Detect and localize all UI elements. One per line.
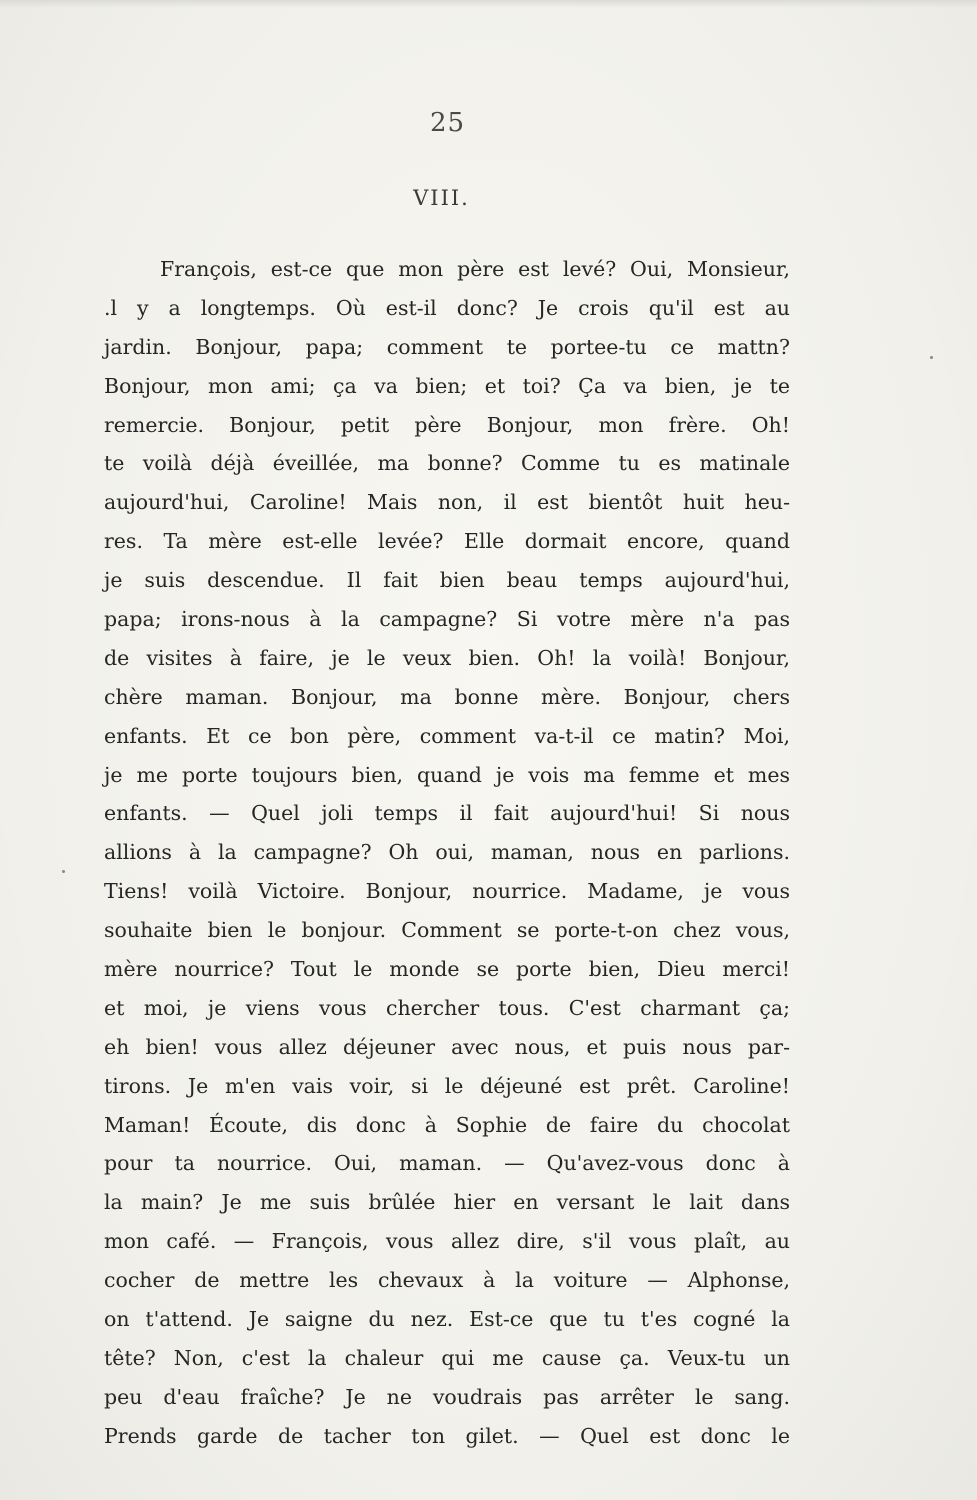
text-line: François, est-ce que mon père est levé? Oui, Monsieur, [160, 257, 790, 281]
text-line: mon café. — François, vous allez dire, s'il vous plaît, au [104, 1229, 790, 1254]
text-line: jardin. Bonjour, papa; comment te portee-tu ce mattn? [104, 334, 790, 359]
text-line: chère maman. Bonjour, ma bonne mère. Bonjour, chers [104, 684, 790, 709]
paper-speck [62, 870, 65, 873]
text-line: mère nourrice? Tout le monde se porte bien, Dieu merci! [104, 957, 790, 982]
text-line: Tiens! voilà Victoire. Bonjour, nourrice. Madame, je vous [104, 879, 790, 904]
text-line: enfants. — Quel joli temps il fait aujourd'hui! Si nous [104, 801, 790, 826]
page-top-edge [0, 0, 977, 8]
text-line: peu d'eau fraîche? Je ne voudrais pas arrêter le sang. [104, 1384, 790, 1409]
text-line: la main? Je me suis brûlée hier en versant le lait dans [104, 1190, 790, 1215]
text-line: Bonjour, mon ami; ça va bien; et toi? Ça va bien, je te [104, 373, 790, 398]
text-line: .l y a longtemps. Où est-il donc? Je crois qu'il est au [104, 295, 790, 320]
text-line: eh bien! vous allez déjeuner avec nous, et puis nous par- [104, 1034, 790, 1059]
body-text [104, 250, 790, 1456]
text-line: Maman! Écoute, dis donc à Sophie de faire du chocolat [104, 1112, 790, 1137]
text-line: remercie. Bonjour, petit père Bonjour, mon frère. Oh! [104, 412, 790, 437]
text-line: cocher de mettre les chevaux à la voiture — Alphonse, [104, 1268, 790, 1293]
text-line: pour ta nourrice. Oui, maman. — Qu'avez-vous donc à [104, 1151, 790, 1176]
chapter-heading: VIII. [413, 186, 470, 210]
page-number: 25 [429, 108, 466, 138]
text-line: de visites à faire, je le veux bien. Oh! la voilà! Bonjour, [104, 645, 790, 670]
text-line: souhaite bien le bonjour. Comment se porte-t-on chez vous, [104, 918, 790, 943]
text-line: on t'attend. Je saigne du nez. Est-ce que tu t'es cogné la [104, 1307, 790, 1332]
text-line: papa; irons-nous à la campagne? Si votre mère n'a pas [104, 607, 790, 632]
text-line: Prends garde de tacher ton gilet. — Quel est donc le [104, 1423, 790, 1448]
paper-speck [930, 356, 933, 359]
text-line: tirons. Je m'en vais voir, si le déjeuné est prêt. Caroline! [104, 1073, 790, 1098]
text-line: tête? Non, c'est la chaleur qui me cause ça. Veux-tu un [104, 1345, 790, 1370]
text-line: je suis descendue. Il fait bien beau temps aujourd'hui, [104, 568, 790, 593]
text-line: et moi, je viens vous chercher tous. C'est charmant ça; [104, 995, 790, 1020]
text-line: je me porte toujours bien, quand je vois ma femme et mes [104, 762, 790, 787]
text-line: res. Ta mère est-elle levée? Elle dormait encore, quand [104, 529, 790, 554]
text-line: allions à la campagne? Oh oui, maman, nous en parlions. [104, 840, 790, 865]
text-line: enfants. Et ce bon père, comment va-t-il ce matin? Moi, [104, 723, 790, 748]
text-line: te voilà déjà éveillée, ma bonne? Comme tu es matinale [104, 451, 790, 476]
text-line: aujourd'hui, Caroline! Mais non, il est bientôt huit heu- [104, 490, 790, 515]
